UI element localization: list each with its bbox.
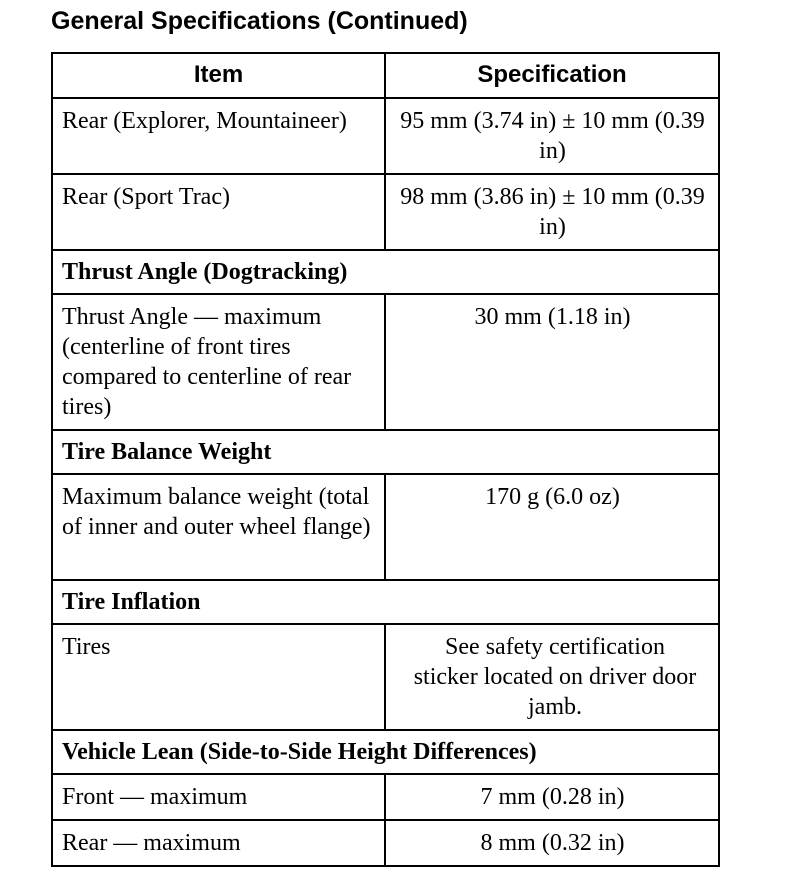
specification-cell: 7 mm (0.28 in) bbox=[385, 774, 719, 820]
table-row bbox=[52, 98, 719, 174]
section-heading: Thrust Angle (Dogtracking) bbox=[52, 250, 719, 294]
column-header-item: Item bbox=[52, 53, 385, 98]
item-cell: Maximum balance weight (total of inner and outer wheel flange) bbox=[52, 474, 385, 580]
specification-cell: See safety certification sticker located on driver door jamb. bbox=[385, 624, 719, 730]
section-header-row bbox=[52, 730, 719, 774]
specification-cell: 98 mm (3.86 in) ± 10 mm (0.39 in) bbox=[385, 174, 719, 250]
table-header-row bbox=[52, 53, 719, 98]
specification-cell: 170 g (6.0 oz) bbox=[385, 474, 719, 580]
section-heading: Tire Balance Weight bbox=[52, 430, 719, 474]
section-heading: Tire Inflation bbox=[52, 580, 719, 624]
specifications-table bbox=[51, 52, 720, 867]
table-row bbox=[52, 174, 719, 250]
table-row bbox=[52, 774, 719, 820]
column-header-specification: Specification bbox=[385, 53, 719, 98]
section-header-row bbox=[52, 430, 719, 474]
table-row bbox=[52, 474, 719, 580]
item-cell: Tires bbox=[52, 624, 385, 730]
item-cell: Front — maximum bbox=[52, 774, 385, 820]
table-row bbox=[52, 624, 719, 730]
specification-cell: 8 mm (0.32 in) bbox=[385, 820, 719, 866]
section-header-row bbox=[52, 250, 719, 294]
item-cell: Rear (Sport Trac) bbox=[52, 174, 385, 250]
item-cell: Rear — maximum bbox=[52, 820, 385, 866]
specification-cell: 30 mm (1.18 in) bbox=[385, 294, 719, 430]
table-row bbox=[52, 294, 719, 430]
item-cell: Rear (Explorer, Mountaineer) bbox=[52, 98, 385, 174]
page-title: General Specifications (Continued) bbox=[51, 7, 468, 35]
section-header-row bbox=[52, 580, 719, 624]
item-cell: Thrust Angle — maximum (centerline of front tires compared to centerline of rear tires) bbox=[52, 294, 385, 430]
table-row bbox=[52, 820, 719, 866]
specification-cell: 95 mm (3.74 in) ± 10 mm (0.39 in) bbox=[385, 98, 719, 174]
section-heading: Vehicle Lean (Side-to-Side Height Differences) bbox=[52, 730, 719, 774]
